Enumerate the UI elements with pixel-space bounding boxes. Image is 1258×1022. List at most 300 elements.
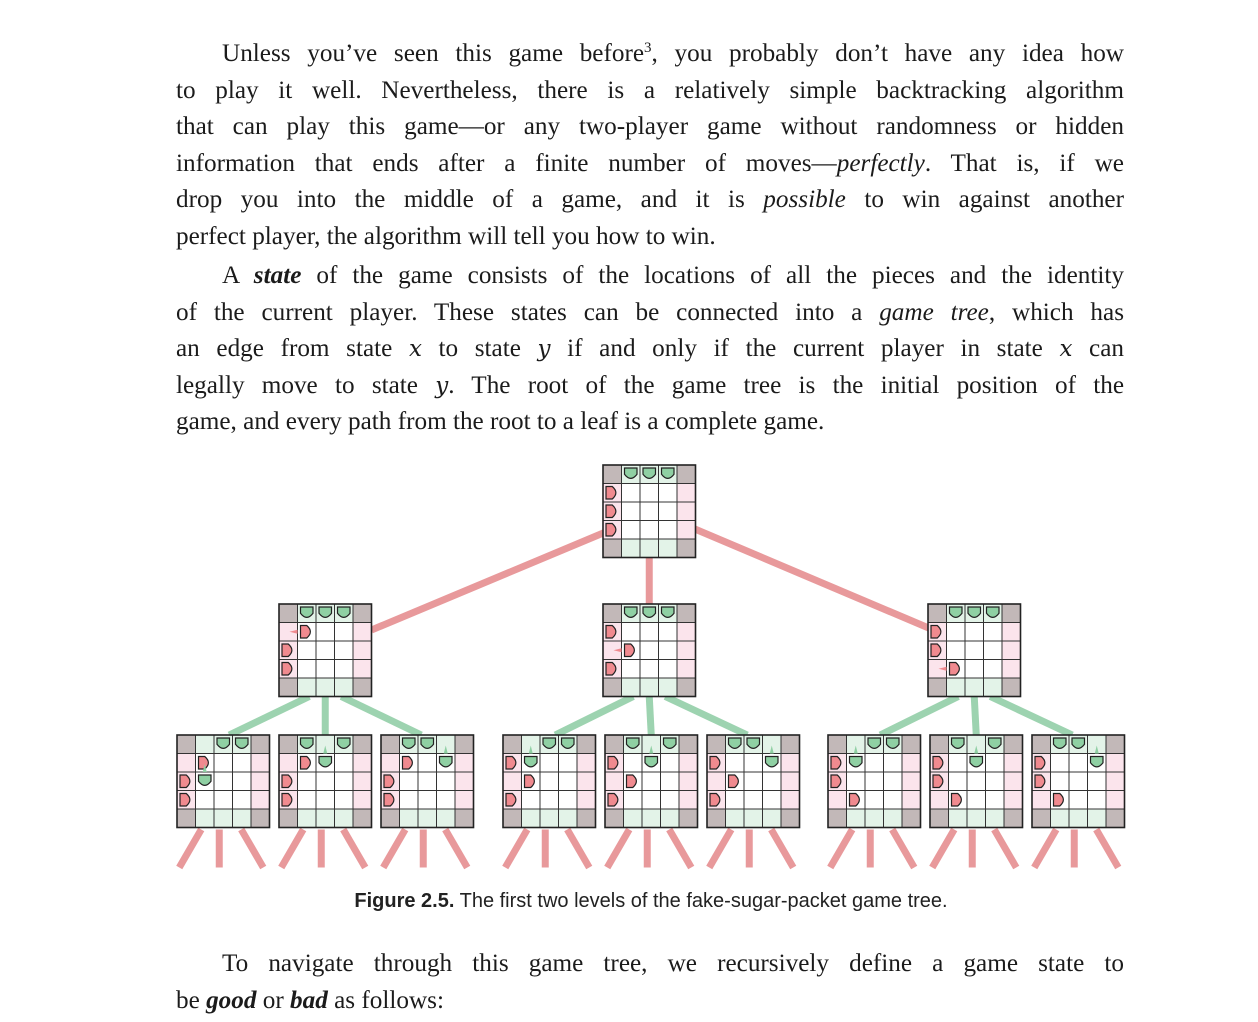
- board-level2-2: [279, 735, 372, 828]
- stub-8-right: [994, 830, 1016, 868]
- board-cell: [455, 754, 474, 773]
- edge-level1-2-child-2: [649, 697, 651, 736]
- board-cell: [679, 754, 698, 773]
- board-cell: [214, 754, 233, 773]
- red-piece: [710, 757, 720, 770]
- board-cell: [455, 735, 474, 754]
- p1-line-2: to play it well. Nevertheless, there is a relatively simple backtracking algorithm: [176, 76, 1124, 104]
- red-piece: [384, 775, 394, 788]
- board-cell: [353, 809, 372, 828]
- board-cell: [902, 772, 921, 791]
- board-cell: [707, 772, 726, 791]
- board-cell: [316, 678, 335, 697]
- green-piece: [403, 738, 416, 748]
- board-cell: [316, 809, 335, 828]
- board-cell: [865, 809, 884, 828]
- board-cell: [949, 754, 968, 773]
- board-cell: [642, 809, 661, 828]
- red-piece: [931, 644, 941, 657]
- paragraph-good-bad-states: [176, 946, 1124, 1019]
- board-cell: [965, 641, 984, 660]
- stub-3-left: [383, 830, 405, 868]
- red-piece: [606, 505, 616, 518]
- stub-9-left: [1034, 830, 1056, 868]
- red-piece: [180, 775, 190, 788]
- board-cell: [577, 809, 596, 828]
- board-cell: [1106, 754, 1125, 773]
- stub-5-right: [669, 830, 691, 868]
- p1-line-1: Unless you’ve seen this game before$^3$, you probably don’t have any idea how: [222, 40, 1124, 67]
- board-cell: [763, 772, 782, 791]
- board-cell: [353, 678, 372, 697]
- board-cell: [605, 772, 624, 791]
- edge-level1-2-child-1: [555, 697, 633, 736]
- board-cell: [503, 772, 522, 791]
- green-piece: [747, 738, 760, 748]
- board-cell: [928, 678, 947, 697]
- board-cell: [744, 791, 763, 810]
- board-cell: [967, 809, 986, 828]
- stub-6-left: [709, 830, 731, 868]
- board-cell: [577, 791, 596, 810]
- board-cell: [251, 735, 270, 754]
- figure-caption-label: Figure 2.5.: [354, 890, 455, 912]
- paragraph-game-tree-definition: [176, 258, 1124, 441]
- board-cell: [418, 772, 437, 791]
- board-cell: [677, 539, 696, 558]
- board-cell: [828, 791, 847, 810]
- board-cell: [947, 641, 966, 660]
- stub-8-left: [932, 830, 954, 868]
- board-cell: [605, 735, 624, 754]
- green-piece: [1054, 738, 1067, 748]
- board-cell: [884, 772, 903, 791]
- edge-root-right: [693, 528, 932, 629]
- green-piece: [1072, 738, 1085, 748]
- board-cell: [1106, 809, 1125, 828]
- board-cell: [400, 791, 419, 810]
- board-cell: [1002, 641, 1021, 660]
- board-cell: [677, 484, 696, 503]
- board-cell: [298, 791, 317, 810]
- green-piece: [338, 607, 351, 617]
- board-cell: [1106, 791, 1125, 810]
- green-piece: [766, 757, 779, 767]
- stub-2-right: [343, 830, 365, 868]
- red-piece: [729, 775, 739, 788]
- green-piece: [217, 738, 230, 748]
- board-cell: [298, 660, 317, 679]
- board-level2-1: [177, 735, 270, 828]
- board-cell: [707, 809, 726, 828]
- p2-line-4: legally move to state y. The root of the game tree is the initial position of the: [176, 371, 1124, 399]
- board-cell: [884, 754, 903, 773]
- board-cell: [726, 791, 745, 810]
- board-cell: [659, 539, 678, 558]
- board-cell: [984, 641, 1003, 660]
- red-piece: [1054, 794, 1064, 807]
- game-tree-figure: [0, 455, 1258, 885]
- red-piece: [606, 524, 616, 537]
- board-level2-3: [381, 735, 474, 828]
- edge-level1-3-child-3: [990, 697, 1072, 736]
- green-piece: [440, 757, 453, 767]
- board-cell: [677, 465, 696, 484]
- green-piece: [887, 738, 900, 748]
- board-cell: [884, 809, 903, 828]
- green-piece: [319, 607, 332, 617]
- board-cell: [659, 484, 678, 503]
- board-cell: [577, 754, 596, 773]
- board-cell: [316, 791, 335, 810]
- board-cell: [559, 809, 578, 828]
- figure-caption-text: The first two levels of the fake-sugar-packet game tree.: [454, 890, 948, 912]
- board-cell: [677, 641, 696, 660]
- red-piece: [403, 757, 413, 770]
- board-cell: [559, 791, 578, 810]
- board-cell: [455, 772, 474, 791]
- edge-level1-3-child-1: [880, 697, 958, 736]
- red-piece: [282, 794, 292, 807]
- board-cell: [577, 735, 596, 754]
- board-cell: [279, 604, 298, 623]
- board-cell: [677, 604, 696, 623]
- board-cell: [279, 754, 298, 773]
- board-cell: [316, 641, 335, 660]
- board-cell: [986, 754, 1005, 773]
- board-cell: [949, 772, 968, 791]
- board-cell: [1002, 660, 1021, 679]
- green-piece: [625, 468, 638, 478]
- edge-level1-3-child-2: [974, 697, 976, 736]
- board-cell: [335, 791, 354, 810]
- edge-level1-1-child-1: [229, 697, 309, 736]
- red-piece: [301, 757, 311, 770]
- board-cell: [1051, 809, 1070, 828]
- board-cell: [930, 791, 949, 810]
- board-cell: [603, 465, 622, 484]
- red-piece: [625, 644, 635, 657]
- board-cell: [1069, 791, 1088, 810]
- p2-line-3: an edge from state x to state y if and only if the current player in state x can: [176, 335, 1125, 363]
- board-cell: [661, 754, 680, 773]
- board-cell: [418, 754, 437, 773]
- board-cell: [781, 735, 800, 754]
- board-cell: [902, 809, 921, 828]
- edge-root-left: [372, 531, 609, 630]
- board-cell: [661, 772, 680, 791]
- board-cell: [503, 809, 522, 828]
- board-level2-7: [828, 735, 921, 828]
- board-cell: [335, 660, 354, 679]
- red-piece: [180, 794, 190, 807]
- green-piece: [643, 607, 656, 617]
- board-cell: [540, 791, 559, 810]
- board-cell: [353, 660, 372, 679]
- board-cell: [622, 623, 641, 642]
- stub-7-right: [892, 830, 914, 868]
- red-piece: [506, 794, 516, 807]
- board-level2-5: [605, 735, 698, 828]
- board-cell: [603, 678, 622, 697]
- board-cell: [251, 791, 270, 810]
- red-piece: [627, 775, 637, 788]
- green-piece: [643, 468, 656, 478]
- board-cell: [503, 735, 522, 754]
- board-cell: [763, 791, 782, 810]
- board-cell: [642, 791, 661, 810]
- green-piece: [850, 757, 863, 767]
- paragraph-backtracking-intro: [176, 36, 1124, 256]
- board-cell: [781, 791, 800, 810]
- board-cell: [298, 772, 317, 791]
- tree-boards: [177, 465, 1125, 828]
- stub-9-right: [1096, 830, 1118, 868]
- stub-3-right: [445, 830, 467, 868]
- board-cell: [400, 809, 419, 828]
- board-cell: [677, 660, 696, 679]
- green-piece: [421, 738, 434, 748]
- board-cell: [603, 539, 622, 558]
- red-piece: [606, 487, 616, 500]
- board-cell: [659, 678, 678, 697]
- board-cell: [353, 754, 372, 773]
- board-cell: [967, 791, 986, 810]
- red-piece: [933, 757, 943, 770]
- green-piece: [868, 738, 881, 748]
- board-cell: [984, 660, 1003, 679]
- board-cell: [659, 641, 678, 660]
- board-cell: [622, 502, 641, 521]
- board-cell: [679, 809, 698, 828]
- p1-line-5: drop you into the middle of a game, and it is possible to win against another: [176, 186, 1124, 214]
- board-cell: [902, 735, 921, 754]
- board-cell: [1004, 791, 1023, 810]
- green-piece: [664, 738, 677, 748]
- board-cell: [1002, 604, 1021, 623]
- board-cell: [659, 502, 678, 521]
- board-cell: [335, 623, 354, 642]
- board-cell: [865, 791, 884, 810]
- board-cell: [828, 735, 847, 754]
- board-cell: [622, 678, 641, 697]
- red-piece: [933, 775, 943, 788]
- board-cell: [1004, 772, 1023, 791]
- board-cell: [661, 791, 680, 810]
- board-cell: [605, 809, 624, 828]
- board-cell: [279, 809, 298, 828]
- red-piece: [952, 794, 962, 807]
- board-cell: [1004, 735, 1023, 754]
- board-cell: [251, 772, 270, 791]
- stub-1-left: [179, 830, 201, 868]
- board-cell: [659, 623, 678, 642]
- board-cell: [986, 772, 1005, 791]
- board-cell: [828, 809, 847, 828]
- board-cell: [659, 521, 678, 540]
- board-cell: [847, 809, 866, 828]
- p3-line-1: To navigate through this game tree, we recursively define a game state to: [222, 950, 1124, 977]
- board-cell: [640, 484, 659, 503]
- board-cell: [437, 809, 456, 828]
- board-cell: [744, 809, 763, 828]
- board-cell: [640, 502, 659, 521]
- board-cell: [177, 735, 196, 754]
- board-cell: [381, 809, 400, 828]
- board-cell: [233, 772, 252, 791]
- board-cell: [1106, 772, 1125, 791]
- board-cell: [1069, 809, 1088, 828]
- board-cell: [316, 772, 335, 791]
- board-cell: [540, 754, 559, 773]
- board-cell: [353, 772, 372, 791]
- board-cell: [1004, 754, 1023, 773]
- board-cell: [677, 502, 696, 521]
- board-cell: [744, 772, 763, 791]
- red-piece: [831, 757, 841, 770]
- p1-line-6: perfect player, the algorithm will tell you how to win.: [176, 222, 716, 250]
- board-cell: [577, 772, 596, 791]
- green-piece: [645, 757, 658, 767]
- red-piece: [608, 757, 618, 770]
- p2-line-5: game, and every path from the root to a leaf is a complete game.: [176, 408, 825, 436]
- green-piece: [970, 757, 983, 767]
- board-cell: [353, 735, 372, 754]
- board-cell: [177, 754, 196, 773]
- board-cell: [540, 772, 559, 791]
- board-root: [603, 465, 696, 558]
- board-cell: [781, 809, 800, 828]
- green-piece: [301, 607, 314, 617]
- board-cell: [902, 791, 921, 810]
- board-cell: [1088, 772, 1107, 791]
- board-cell: [965, 660, 984, 679]
- board-level1-3: [928, 604, 1021, 697]
- board-cell: [279, 678, 298, 697]
- board-cell: [298, 641, 317, 660]
- board-level2-9: [1032, 735, 1125, 828]
- green-piece: [301, 738, 314, 748]
- figure-caption: [0, 890, 1258, 913]
- board-cell: [522, 809, 541, 828]
- board-cell: [986, 809, 1005, 828]
- board-cell: [902, 754, 921, 773]
- board-cell: [677, 678, 696, 697]
- board-cell: [781, 754, 800, 773]
- p2-line-2: of the current player. These states can be connected into a game tree, which has: [176, 298, 1124, 326]
- red-piece: [301, 626, 311, 639]
- board-cell: [455, 791, 474, 810]
- edge-level1-2-child-3: [665, 697, 747, 736]
- board-cell: [1032, 791, 1051, 810]
- green-piece: [952, 738, 965, 748]
- board-cell: [251, 809, 270, 828]
- board-cell: [1004, 809, 1023, 828]
- board-cell: [233, 791, 252, 810]
- green-piece: [562, 738, 575, 748]
- green-piece: [729, 738, 742, 748]
- green-piece: [968, 607, 981, 617]
- red-piece: [710, 794, 720, 807]
- red-piece: [606, 626, 616, 639]
- red-piece: [606, 663, 616, 676]
- p1-line-4: information that ends after a finite number of moves—perfectly. That is, if we: [176, 149, 1124, 177]
- board-level1-2: [603, 604, 696, 697]
- board-cell: [1088, 791, 1107, 810]
- board-cell: [1051, 772, 1070, 791]
- board-cell: [763, 809, 782, 828]
- red-piece: [831, 775, 841, 788]
- red-piece: [199, 757, 209, 770]
- board-cell: [1069, 772, 1088, 791]
- board-cell: [640, 623, 659, 642]
- board-cell: [233, 809, 252, 828]
- board-cell: [781, 772, 800, 791]
- red-piece: [608, 794, 618, 807]
- board-cell: [196, 809, 215, 828]
- board-cell: [622, 660, 641, 679]
- green-piece: [950, 607, 963, 617]
- board-cell: [335, 772, 354, 791]
- board-cell: [965, 678, 984, 697]
- green-piece: [987, 607, 1000, 617]
- red-piece: [282, 663, 292, 676]
- green-piece: [1091, 757, 1104, 767]
- board-cell: [233, 754, 252, 773]
- stub-7-left: [830, 830, 852, 868]
- board-cell: [847, 772, 866, 791]
- red-piece: [282, 644, 292, 657]
- board-cell: [437, 772, 456, 791]
- board-cell: [640, 660, 659, 679]
- board-cell: [335, 678, 354, 697]
- green-piece: [338, 738, 351, 748]
- board-cell: [622, 484, 641, 503]
- board-cell: [381, 754, 400, 773]
- board-cell: [279, 735, 298, 754]
- board-cell: [214, 791, 233, 810]
- board-cell: [677, 623, 696, 642]
- board-cell: [214, 772, 233, 791]
- board-cell: [677, 521, 696, 540]
- board-cell: [640, 539, 659, 558]
- green-piece: [625, 607, 638, 617]
- p3-line-2: be good or bad as follows:: [176, 986, 444, 1014]
- board-cell: [984, 623, 1003, 642]
- p2-line-1: A state of the game consists of the locations of all the pieces and the identity: [222, 262, 1124, 289]
- red-piece: [525, 775, 535, 788]
- red-piece: [850, 794, 860, 807]
- board-level2-6: [707, 735, 800, 828]
- board-cell: [624, 754, 643, 773]
- board-cell: [335, 641, 354, 660]
- stub-5-left: [607, 830, 629, 868]
- board-cell: [437, 791, 456, 810]
- stub-4-left: [505, 830, 527, 868]
- board-cell: [335, 809, 354, 828]
- board-cell: [947, 678, 966, 697]
- board-cell: [1106, 735, 1125, 754]
- footnote-marker[interactable]: 3: [644, 40, 652, 56]
- board-cell: [865, 754, 884, 773]
- red-piece: [384, 794, 394, 807]
- green-piece: [627, 738, 640, 748]
- green-piece: [319, 757, 332, 767]
- board-cell: [679, 772, 698, 791]
- green-piece: [543, 738, 556, 748]
- board-cell: [640, 641, 659, 660]
- board-cell: [214, 809, 233, 828]
